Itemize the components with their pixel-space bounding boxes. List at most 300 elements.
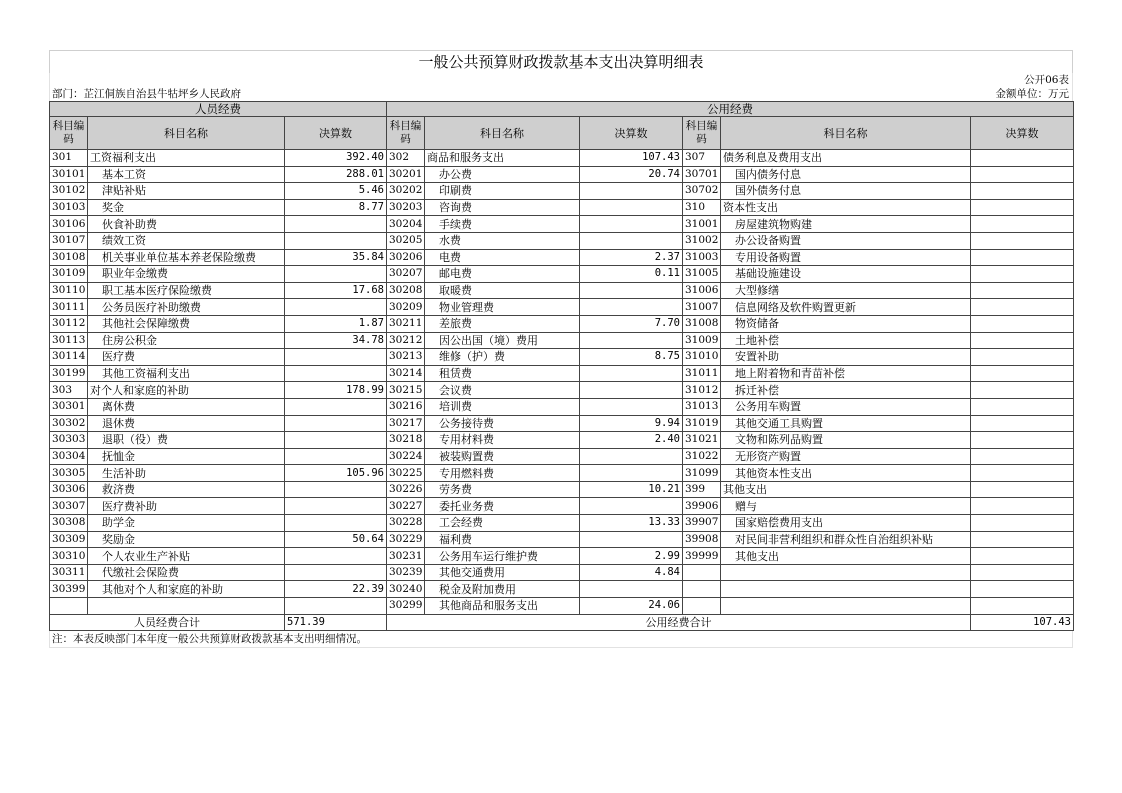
- row-code: 31010: [683, 349, 721, 366]
- row-code: 30113: [50, 332, 88, 349]
- row-code: [50, 598, 88, 615]
- row-name: 被装购置费: [425, 448, 580, 465]
- row-amount: 2.37: [580, 249, 683, 266]
- row-amount: [971, 481, 1074, 498]
- row-name: 其他商品和服务支出: [425, 598, 580, 615]
- row-name: 其他交通费用: [425, 564, 580, 581]
- row-amount: [580, 199, 683, 216]
- row-code: 30211: [387, 315, 425, 332]
- row-name: [721, 581, 971, 598]
- totals-row: [50, 614, 1074, 631]
- row-amount: 50.64: [285, 531, 387, 548]
- row-code: 30209: [387, 299, 425, 316]
- row-amount: [580, 183, 683, 200]
- row-code: 30109: [50, 266, 88, 283]
- col-header-name: 科目名称: [88, 117, 285, 150]
- row-amount: 0.11: [580, 266, 683, 283]
- row-code: 30702: [683, 183, 721, 200]
- row-amount: [971, 382, 1074, 399]
- row-name: 地上附着物和青苗补偿: [721, 365, 971, 382]
- row-code: 39906: [683, 498, 721, 515]
- row-name: 工资福利支出: [88, 150, 285, 167]
- row-code: 30215: [387, 382, 425, 399]
- row-amount: 105.96: [285, 465, 387, 482]
- table-row: [50, 481, 1074, 498]
- row-code: 30701: [683, 166, 721, 183]
- row-amount: 9.94: [580, 415, 683, 432]
- row-name: 医疗费: [88, 349, 285, 366]
- row-amount: [285, 564, 387, 581]
- table-row: [50, 465, 1074, 482]
- row-name: 公务员医疗补助缴费: [88, 299, 285, 316]
- row-amount: [580, 216, 683, 233]
- row-code: 30216: [387, 398, 425, 415]
- row-name: 其他资本性支出: [721, 465, 971, 482]
- row-amount: 4.84: [580, 564, 683, 581]
- row-amount: [971, 398, 1074, 415]
- row-name: 其他工资福利支出: [88, 365, 285, 382]
- row-code: 30203: [387, 199, 425, 216]
- row-code: 30309: [50, 531, 88, 548]
- table-row: [50, 315, 1074, 332]
- row-amount: 178.99: [285, 382, 387, 399]
- col-header-code: 科目编码: [387, 117, 425, 150]
- row-code: 30110: [50, 282, 88, 299]
- row-amount: 392.40: [285, 150, 387, 167]
- row-code: 30304: [50, 448, 88, 465]
- table-row: [50, 432, 1074, 449]
- table-row: [50, 564, 1074, 581]
- row-name: 物业管理费: [425, 299, 580, 316]
- row-code: 31001: [683, 216, 721, 233]
- row-amount: [285, 349, 387, 366]
- row-name: 土地补偿: [721, 332, 971, 349]
- row-amount: [285, 365, 387, 382]
- row-name: 拆迁补偿: [721, 382, 971, 399]
- row-code: 30302: [50, 415, 88, 432]
- row-amount: [971, 432, 1074, 449]
- row-name: 生活补助: [88, 465, 285, 482]
- row-amount: 1.87: [285, 315, 387, 332]
- row-name: 其他对个人和家庭的补助: [88, 581, 285, 598]
- row-amount: [580, 581, 683, 598]
- row-code: 30224: [387, 448, 425, 465]
- row-name: [88, 598, 285, 615]
- row-code: 30201: [387, 166, 425, 183]
- table-row: [50, 166, 1074, 183]
- row-code: 30101: [50, 166, 88, 183]
- footnote: 注：本表反映部门本年度一般公共预算财政拨款基本支出明细情况。: [49, 631, 1073, 648]
- row-amount: [580, 282, 683, 299]
- row-code: 31021: [683, 432, 721, 449]
- row-name: 绩效工资: [88, 232, 285, 249]
- row-amount: [285, 232, 387, 249]
- row-amount: 34.78: [285, 332, 387, 349]
- row-amount: 2.40: [580, 432, 683, 449]
- row-amount: [285, 598, 387, 615]
- department-label: 部门：芷江侗族自治县牛牯坪乡人民政府: [52, 88, 241, 100]
- col-header-code: 科目编码: [50, 117, 88, 150]
- section-header-row: [50, 102, 1074, 117]
- row-code: 30114: [50, 349, 88, 366]
- row-amount: 8.75: [580, 349, 683, 366]
- row-name: 无形资产购置: [721, 448, 971, 465]
- row-amount: [971, 299, 1074, 316]
- row-name: 职业年金缴费: [88, 266, 285, 283]
- row-amount: [285, 448, 387, 465]
- row-name: 离休费: [88, 398, 285, 415]
- row-name: 信息网络及软件购置更新: [721, 299, 971, 316]
- table-row: [50, 266, 1074, 283]
- table-row: [50, 183, 1074, 200]
- row-amount: 7.70: [580, 315, 683, 332]
- row-amount: 24.06: [580, 598, 683, 615]
- row-code: 30226: [387, 481, 425, 498]
- row-name: 水费: [425, 232, 580, 249]
- row-code: 30299: [387, 598, 425, 615]
- row-name: 其他社会保障缴费: [88, 315, 285, 332]
- col-header-amount: 决算数: [971, 117, 1074, 150]
- row-amount: [971, 564, 1074, 581]
- row-name: 其他支出: [721, 548, 971, 565]
- row-name: 其他支出: [721, 481, 971, 498]
- row-name: 退休费: [88, 415, 285, 432]
- row-amount: [971, 581, 1074, 598]
- row-name: 安置补助: [721, 349, 971, 366]
- table-row: [50, 415, 1074, 432]
- row-amount: [971, 199, 1074, 216]
- row-code: 31008: [683, 315, 721, 332]
- row-code: 303: [50, 382, 88, 399]
- row-name: 津贴补贴: [88, 183, 285, 200]
- row-code: 31006: [683, 282, 721, 299]
- row-code: 30108: [50, 249, 88, 266]
- row-name: 培训费: [425, 398, 580, 415]
- row-code: 30102: [50, 183, 88, 200]
- row-code: 30217: [387, 415, 425, 432]
- row-code: 31019: [683, 415, 721, 432]
- public-total-label: 公用经费合计: [387, 614, 971, 631]
- row-amount: [971, 365, 1074, 382]
- col-header-name: 科目名称: [425, 117, 580, 150]
- form-number: 公开06表: [1024, 74, 1069, 86]
- personnel-total-label: 人员经费合计: [50, 614, 285, 631]
- row-name: 劳务费: [425, 481, 580, 498]
- row-amount: [971, 232, 1074, 249]
- unit-label: 金额单位：万元: [995, 88, 1069, 100]
- table-row: [50, 282, 1074, 299]
- row-code: 30239: [387, 564, 425, 581]
- row-amount: 22.39: [285, 581, 387, 598]
- table-row: [50, 382, 1074, 399]
- row-amount: [971, 349, 1074, 366]
- table-row: [50, 598, 1074, 615]
- row-name: 电费: [425, 249, 580, 266]
- row-code: 30208: [387, 282, 425, 299]
- row-code: 30303: [50, 432, 88, 449]
- row-name: 国家赔偿费用支出: [721, 515, 971, 532]
- row-name: 救济费: [88, 481, 285, 498]
- row-amount: [285, 216, 387, 233]
- row-name: 因公出国（境）费用: [425, 332, 580, 349]
- row-amount: [285, 548, 387, 565]
- table-row: [50, 332, 1074, 349]
- row-name: 助学金: [88, 515, 285, 532]
- table-row: [50, 581, 1074, 598]
- row-amount: [971, 249, 1074, 266]
- table-row: [50, 150, 1074, 167]
- row-name: 其他交通工具购置: [721, 415, 971, 432]
- table-row: [50, 365, 1074, 382]
- row-code: 31009: [683, 332, 721, 349]
- row-code: 399: [683, 481, 721, 498]
- row-code: 31012: [683, 382, 721, 399]
- row-code: [683, 581, 721, 598]
- row-code: 30307: [50, 498, 88, 515]
- row-amount: 288.01: [285, 166, 387, 183]
- row-code: 30231: [387, 548, 425, 565]
- row-amount: [971, 150, 1074, 167]
- row-amount: 107.43: [580, 150, 683, 167]
- row-name: [721, 564, 971, 581]
- row-amount: [285, 481, 387, 498]
- row-amount: [971, 498, 1074, 515]
- row-code: 31002: [683, 232, 721, 249]
- row-code: 30204: [387, 216, 425, 233]
- public-total-value: 107.43: [971, 614, 1074, 631]
- row-name: 取暖费: [425, 282, 580, 299]
- row-amount: [971, 266, 1074, 283]
- row-name: [721, 598, 971, 615]
- row-amount: [971, 282, 1074, 299]
- row-name: 伙食补助费: [88, 216, 285, 233]
- row-name: 公务用车购置: [721, 398, 971, 415]
- row-amount: [580, 332, 683, 349]
- row-name: 债务利息及费用支出: [721, 150, 971, 167]
- row-code: 30106: [50, 216, 88, 233]
- row-code: 30225: [387, 465, 425, 482]
- personnel-total-value: 571.39: [285, 614, 387, 631]
- row-code: 30240: [387, 581, 425, 598]
- row-name: 代缴社会保险费: [88, 564, 285, 581]
- row-name: 房屋建筑物购建: [721, 216, 971, 233]
- department-row: [49, 87, 1073, 101]
- row-amount: [580, 365, 683, 382]
- row-code: 30399: [50, 581, 88, 598]
- row-code: 31011: [683, 365, 721, 382]
- row-code: 31099: [683, 465, 721, 482]
- row-code: 31022: [683, 448, 721, 465]
- section-personnel: 人员经费: [50, 102, 387, 117]
- row-name: 福利费: [425, 531, 580, 548]
- row-name: 住房公积金: [88, 332, 285, 349]
- table-row: [50, 548, 1074, 565]
- row-code: 30301: [50, 398, 88, 415]
- row-name: 工会经费: [425, 515, 580, 532]
- row-name: 国外债务付息: [721, 183, 971, 200]
- row-name: 手续费: [425, 216, 580, 233]
- row-code: [683, 564, 721, 581]
- row-name: 国内债务付息: [721, 166, 971, 183]
- row-code: 30206: [387, 249, 425, 266]
- row-name: 专用材料费: [425, 432, 580, 449]
- row-name: 赠与: [721, 498, 971, 515]
- row-name: 退职（役）费: [88, 432, 285, 449]
- row-code: 310: [683, 199, 721, 216]
- row-amount: [971, 166, 1074, 183]
- row-code: 30199: [50, 365, 88, 382]
- table-row: [50, 498, 1074, 515]
- row-amount: [971, 183, 1074, 200]
- row-name: 委托业务费: [425, 498, 580, 515]
- table-row: [50, 448, 1074, 465]
- row-code: 39907: [683, 515, 721, 532]
- col-header-amount: 决算数: [580, 117, 683, 150]
- row-code: 30111: [50, 299, 88, 316]
- row-code: 39908: [683, 531, 721, 548]
- row-code: 30103: [50, 199, 88, 216]
- row-amount: 20.74: [580, 166, 683, 183]
- row-name: 维修（护）费: [425, 349, 580, 366]
- row-code: 30228: [387, 515, 425, 532]
- row-name: 个人农业生产补贴: [88, 548, 285, 565]
- row-amount: 17.68: [285, 282, 387, 299]
- row-name: 机关事业单位基本养老保险缴费: [88, 249, 285, 266]
- row-code: 31005: [683, 266, 721, 283]
- row-name: 大型修缮: [721, 282, 971, 299]
- row-name: 咨询费: [425, 199, 580, 216]
- row-name: 奖励金: [88, 531, 285, 548]
- row-name: 基本工资: [88, 166, 285, 183]
- row-name: 差旅费: [425, 315, 580, 332]
- row-amount: [971, 315, 1074, 332]
- row-amount: 2.99: [580, 548, 683, 565]
- row-code: 30207: [387, 266, 425, 283]
- report-sheet: [49, 50, 1073, 648]
- row-name: 租赁费: [425, 365, 580, 382]
- table-row: [50, 515, 1074, 532]
- row-code: 30212: [387, 332, 425, 349]
- row-code: 30306: [50, 481, 88, 498]
- row-name: 抚恤金: [88, 448, 285, 465]
- row-name: 文物和陈列品购置: [721, 432, 971, 449]
- row-amount: [971, 216, 1074, 233]
- row-name: 办公设备购置: [721, 232, 971, 249]
- row-name: 医疗费补助: [88, 498, 285, 515]
- row-amount: [971, 332, 1074, 349]
- row-code: 301: [50, 150, 88, 167]
- row-name: 邮电费: [425, 266, 580, 283]
- table-row: [50, 216, 1074, 233]
- row-code: 307: [683, 150, 721, 167]
- row-amount: [580, 398, 683, 415]
- row-code: 30205: [387, 232, 425, 249]
- column-header-row: [50, 117, 1074, 150]
- row-code: 30305: [50, 465, 88, 482]
- row-amount: [971, 415, 1074, 432]
- row-name: 办公费: [425, 166, 580, 183]
- row-code: 30107: [50, 232, 88, 249]
- table-row: [50, 299, 1074, 316]
- row-name: 对个人和家庭的补助: [88, 382, 285, 399]
- row-code: 30227: [387, 498, 425, 515]
- row-code: 30229: [387, 531, 425, 548]
- row-name: 物资储备: [721, 315, 971, 332]
- row-code: 30310: [50, 548, 88, 565]
- row-amount: [971, 515, 1074, 532]
- row-amount: [285, 515, 387, 532]
- row-name: 对民间非营利组织和群众性自治组织补贴: [721, 531, 971, 548]
- row-name: 奖金: [88, 199, 285, 216]
- col-header-name: 科目名称: [721, 117, 971, 150]
- table-row: [50, 349, 1074, 366]
- row-code: 31003: [683, 249, 721, 266]
- table-row: [50, 249, 1074, 266]
- row-amount: [580, 465, 683, 482]
- report-title: 一般公共预算财政拨款基本支出决算明细表: [49, 50, 1073, 73]
- row-amount: 13.33: [580, 515, 683, 532]
- row-code: 30218: [387, 432, 425, 449]
- row-code: 30311: [50, 564, 88, 581]
- row-name: 公务用车运行维护费: [425, 548, 580, 565]
- col-header-code: 科目编码: [683, 117, 721, 150]
- row-code: 302: [387, 150, 425, 167]
- table-row: [50, 531, 1074, 548]
- row-name: 专用设备购置: [721, 249, 971, 266]
- row-code: 30112: [50, 315, 88, 332]
- row-code: 30213: [387, 349, 425, 366]
- row-amount: [971, 531, 1074, 548]
- expenditure-table: [49, 101, 1074, 631]
- col-header-amount: 决算数: [285, 117, 387, 150]
- row-name: 职工基本医疗保险缴费: [88, 282, 285, 299]
- row-amount: [285, 266, 387, 283]
- row-amount: [971, 598, 1074, 615]
- row-name: 会议费: [425, 382, 580, 399]
- table-row: [50, 398, 1074, 415]
- row-code: 39999: [683, 548, 721, 565]
- row-name: 印刷费: [425, 183, 580, 200]
- row-code: 31007: [683, 299, 721, 316]
- row-amount: 8.77: [285, 199, 387, 216]
- row-amount: 5.46: [285, 183, 387, 200]
- row-name: 基础设施建设: [721, 266, 971, 283]
- row-amount: [285, 398, 387, 415]
- row-amount: [580, 448, 683, 465]
- row-amount: [971, 465, 1074, 482]
- row-amount: [580, 232, 683, 249]
- form-number-row: [49, 73, 1073, 87]
- row-amount: 35.84: [285, 249, 387, 266]
- section-public: 公用经费: [387, 102, 1074, 117]
- row-code: 30214: [387, 365, 425, 382]
- row-amount: [580, 299, 683, 316]
- table-row: [50, 199, 1074, 216]
- row-name: 商品和服务支出: [425, 150, 580, 167]
- row-amount: [580, 498, 683, 515]
- row-code: 30202: [387, 183, 425, 200]
- row-amount: [971, 448, 1074, 465]
- row-amount: [285, 498, 387, 515]
- row-amount: [971, 548, 1074, 565]
- row-name: 专用燃料费: [425, 465, 580, 482]
- row-name: 公务接待费: [425, 415, 580, 432]
- row-amount: [580, 531, 683, 548]
- row-amount: [580, 382, 683, 399]
- row-amount: [285, 415, 387, 432]
- row-code: [683, 598, 721, 615]
- row-amount: 10.21: [580, 481, 683, 498]
